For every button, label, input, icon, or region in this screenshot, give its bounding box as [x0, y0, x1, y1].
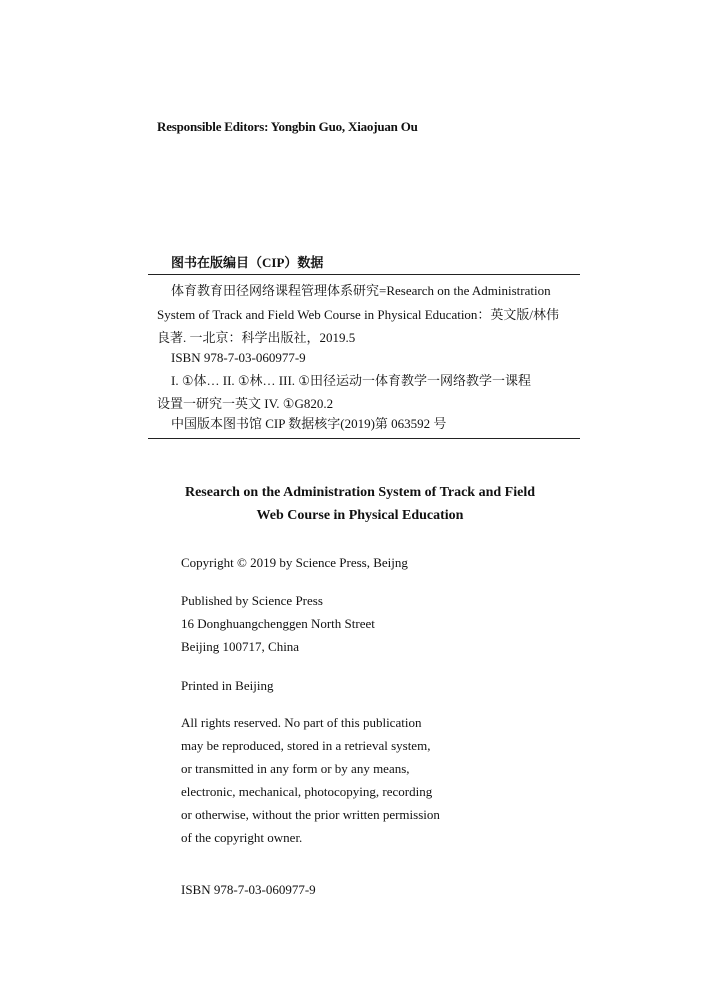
- publisher-line-1: Published by Science Press: [181, 593, 323, 608]
- rights-line-5: or otherwise, without the prior written permission: [181, 807, 440, 822]
- cip-heading: 图书在版编目（CIP）数据: [171, 255, 324, 270]
- isbn-footer: ISBN 978-7-03-060977-9: [181, 882, 316, 897]
- rights-line-1: All rights reserved. No part of this publication: [181, 715, 422, 730]
- rights-line-6: of the copyright owner.: [181, 830, 303, 845]
- rights-line-2: may be reproduced, stored in a retrieval system,: [181, 738, 431, 753]
- cip-line-author: 良著. 一北京：科学出版社，2019.5: [157, 330, 356, 345]
- cip-bottom-rule: [148, 438, 580, 439]
- book-title-line-2: Web Course in Physical Education: [256, 508, 464, 523]
- cip-line-record-number: 中国版本图书馆 CIP 数据核字(2019)第 063592 号: [171, 416, 447, 431]
- book-title-line-1: Research on the Administration System of Track and Field: [184, 485, 535, 500]
- cip-line-classification-cont: 设置一研究一英文 IV. ①G820.2: [157, 396, 334, 411]
- responsible-editors: Responsible Editors: Yongbin Guo, Xiaojuan Ou: [157, 119, 418, 134]
- cip-line-isbn: ISBN 978-7-03-060977-9: [171, 350, 306, 365]
- cip-line-classification: I. ①体… II. ①林… III. ①田径运动一体育教学一网络教学一课程: [171, 373, 531, 388]
- cip-top-rule: [148, 274, 580, 275]
- rights-line-4: electronic, mechanical, photocopying, recording: [181, 784, 433, 799]
- cip-line-title: 体育教育田径网络课程管理体系研究=Research on the Administration: [171, 283, 551, 298]
- copyright-notice: Copyright © 2019 by Science Press, Beijng: [181, 555, 408, 570]
- publisher-line-2: 16 Donghuangchenggen North Street: [181, 616, 375, 631]
- rights-line-3: or transmitted in any form or by any means,: [181, 761, 410, 776]
- cip-line-title-cont: System of Track and Field Web Course in Physical Education：英文版/林伟: [157, 307, 560, 322]
- printed-location: Printed in Beijing: [181, 678, 274, 693]
- publisher-line-3: Beijing 100717, China: [181, 639, 300, 654]
